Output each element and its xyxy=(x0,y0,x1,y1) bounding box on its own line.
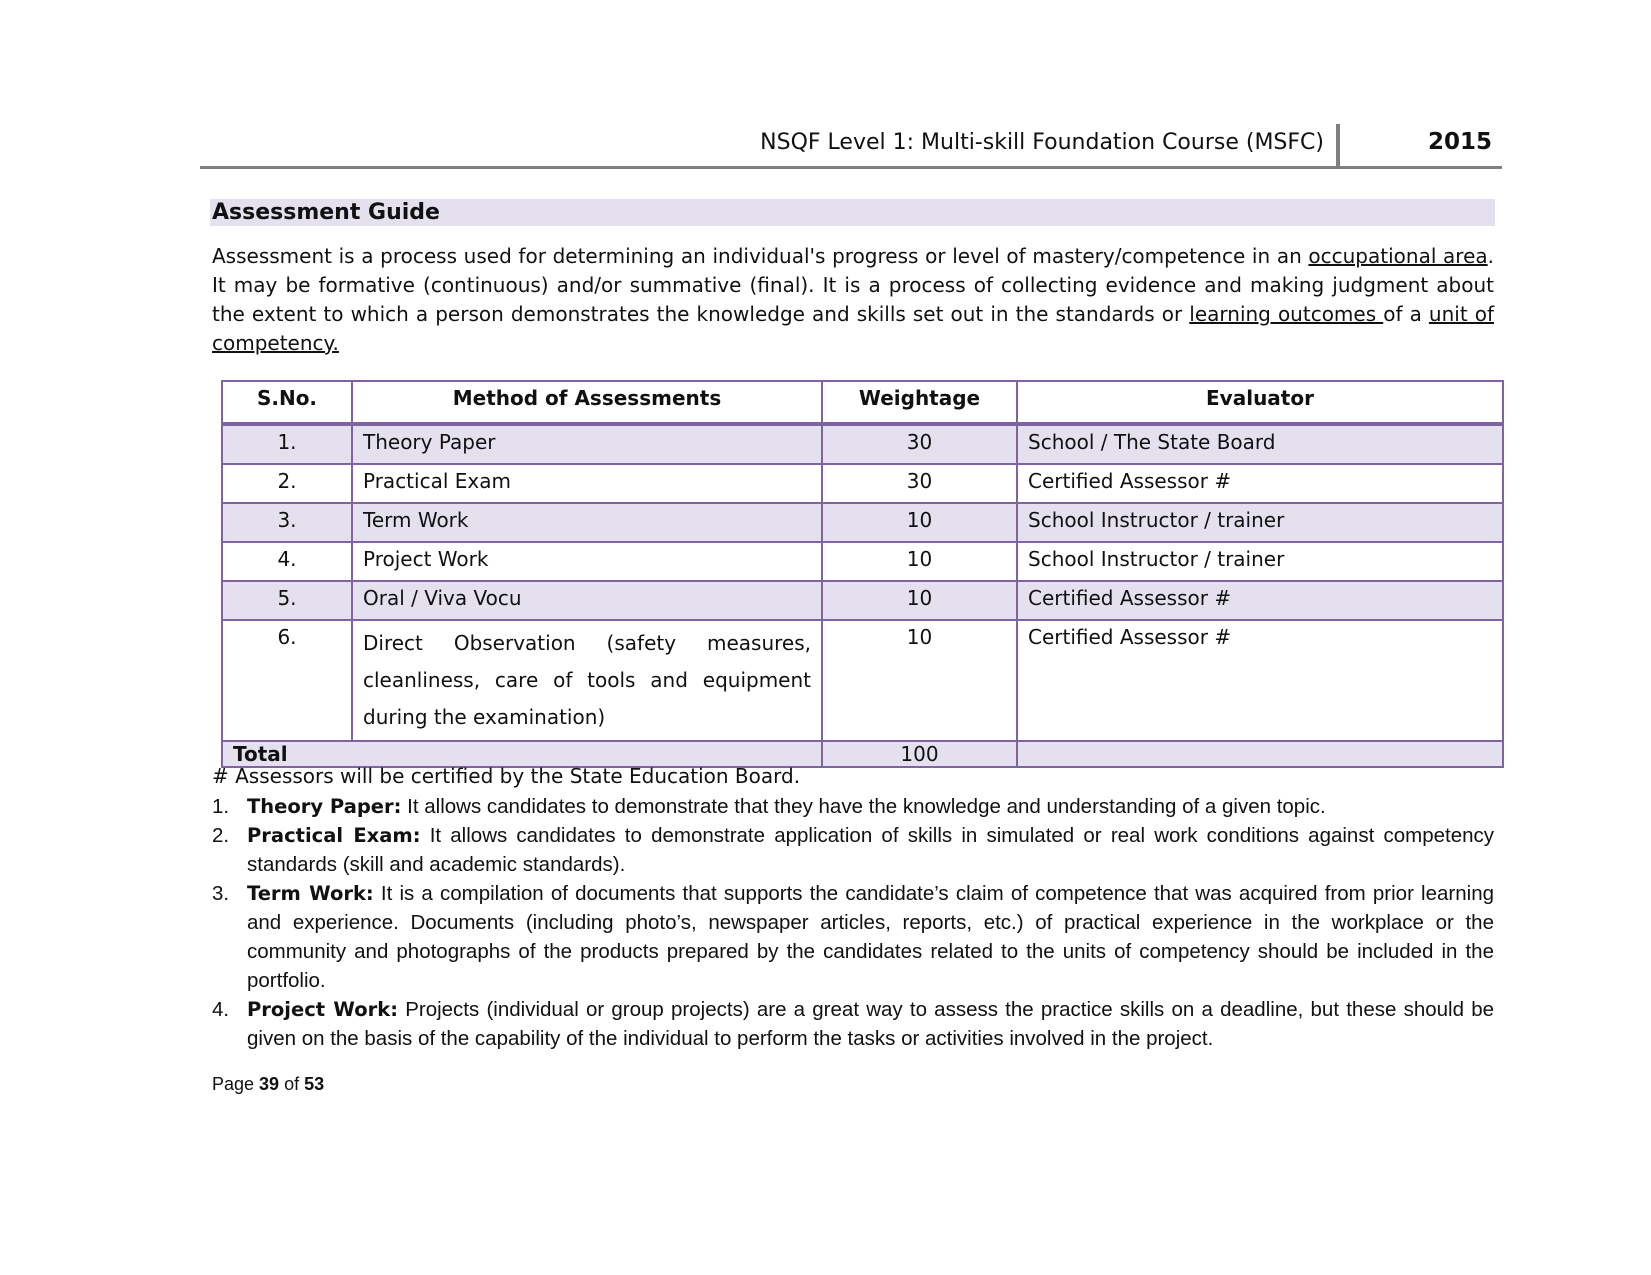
cell-sno: 3. xyxy=(222,503,352,542)
total-value: 100 xyxy=(822,741,1017,767)
course-title: NSQF Level 1: Multi-skill Foundation Course (MSFC) xyxy=(760,130,1324,155)
header-year: 2015 xyxy=(1427,129,1492,155)
col-header-method: Method of Assessments xyxy=(352,381,822,424)
assessor-footnote: # Assessors will be certified by the State Education Board. xyxy=(212,764,801,788)
cell-weightage: 10 xyxy=(822,620,1017,741)
page-number xyxy=(212,1074,324,1095)
intro-paragraph xyxy=(212,242,1494,358)
cell-weightage: 10 xyxy=(822,581,1017,620)
cell-sno: 2. xyxy=(222,464,352,503)
cell-evaluator: School / The State Board xyxy=(1017,424,1503,464)
item-title: Practical Exam: xyxy=(247,824,421,847)
cell-method: Theory Paper xyxy=(352,424,822,464)
table-row xyxy=(222,581,1503,620)
occupational-area-link[interactable]: occupational area xyxy=(1308,244,1488,268)
assessment-method-list xyxy=(212,792,1494,1053)
cell-evaluator: School Instructor / trainer xyxy=(1017,542,1503,581)
cell-evaluator: Certified Assessor # xyxy=(1017,464,1503,503)
item-title: Theory Paper: xyxy=(247,795,402,818)
item-title: Term Work: xyxy=(247,882,374,905)
pager-middle: of xyxy=(279,1074,305,1094)
intro-text-2: . It may be formative (continuous) and/or summative (final). It is a process of collecting evidence and making judgment about the extent to which a person demonstrates the knowledge and skills set out in the standards or xyxy=(212,244,1494,326)
pager-current: 39 xyxy=(259,1074,280,1094)
item-number: 2. xyxy=(212,824,230,847)
cell-evaluator: Certified Assessor # xyxy=(1017,620,1503,741)
col-header-weightage: Weightage xyxy=(822,381,1017,424)
pager-prefix: Page xyxy=(212,1074,260,1094)
item-text: It allows candidates to demonstrate application of skills in simulated or real work conditions against competency standards (skill and academic standards). xyxy=(247,824,1494,876)
cell-method: Oral / Viva Vocu xyxy=(352,581,822,620)
section-heading: Assessment Guide xyxy=(210,199,1495,226)
table-row xyxy=(222,503,1503,542)
intro-text-1: Assessment is a process used for determining an individual's progress or level of mastery/competence in an xyxy=(212,244,1309,268)
item-title: Project Work: xyxy=(247,998,398,1021)
page-header xyxy=(200,124,1502,169)
cell-weightage: 10 xyxy=(822,542,1017,581)
unit-of-link[interactable]: unit of xyxy=(1428,302,1495,326)
cell-sno: 5. xyxy=(222,581,352,620)
intro-text-3: of a xyxy=(1383,302,1429,326)
table-row xyxy=(222,464,1503,503)
item-number: 3. xyxy=(212,882,230,905)
item-text: It is a compilation of documents that supports the candidate’s claim of competence that was acquired from prior learning and experience. Documents (including photo’s, newspaper articles, reports, etc.) of practical experience in the workplace or the community and photographs of the products prepared by the candidates related to the units of competency should be included in the portfolio. xyxy=(247,882,1494,992)
col-header-sno: S.No. xyxy=(222,381,352,424)
cell-sno: 1. xyxy=(222,424,352,464)
list-item xyxy=(212,879,1494,995)
table-row xyxy=(222,424,1503,464)
table-row xyxy=(222,542,1503,581)
header-separator xyxy=(1336,124,1340,168)
total-label: Total xyxy=(222,741,822,767)
item-number: 4. xyxy=(212,998,230,1021)
list-item xyxy=(212,792,1494,821)
table-row xyxy=(222,620,1503,741)
cell-method: Direct Observation (safety measures, cleanliness, care of tools and equipment during the examination) xyxy=(352,620,822,741)
cell-method: Project Work xyxy=(352,542,822,581)
cell-method: Practical Exam xyxy=(352,464,822,503)
item-text: It allows candidates to demonstrate that they have the knowledge and understanding of a given topic. xyxy=(401,795,1326,818)
cell-weightage: 30 xyxy=(822,424,1017,464)
cell-weightage: 30 xyxy=(822,464,1017,503)
list-item xyxy=(212,821,1494,879)
cell-sno: 6. xyxy=(222,620,352,741)
item-number: 1. xyxy=(212,795,230,818)
learning-outcomes-link[interactable]: learning outcomes xyxy=(1189,302,1384,326)
competency-link[interactable]: competency. xyxy=(212,331,339,355)
cell-weightage: 10 xyxy=(822,503,1017,542)
cell-method: Term Work xyxy=(352,503,822,542)
table-header-row xyxy=(222,381,1503,424)
list-item xyxy=(212,995,1494,1053)
item-text: Projects (individual or group projects) are a great way to assess the practice skills on a deadline, but these should be given on the basis of the capability of the individual to perform the tasks or activities involved in the project. xyxy=(247,998,1494,1050)
cell-sno: 4. xyxy=(222,542,352,581)
col-header-evaluator: Evaluator xyxy=(1017,381,1503,424)
assessment-table xyxy=(221,380,1504,768)
cell-evaluator: School Instructor / trainer xyxy=(1017,503,1503,542)
cell-evaluator: Certified Assessor # xyxy=(1017,581,1503,620)
pager-total: 53 xyxy=(304,1074,325,1094)
total-evaluator-empty xyxy=(1017,741,1503,767)
